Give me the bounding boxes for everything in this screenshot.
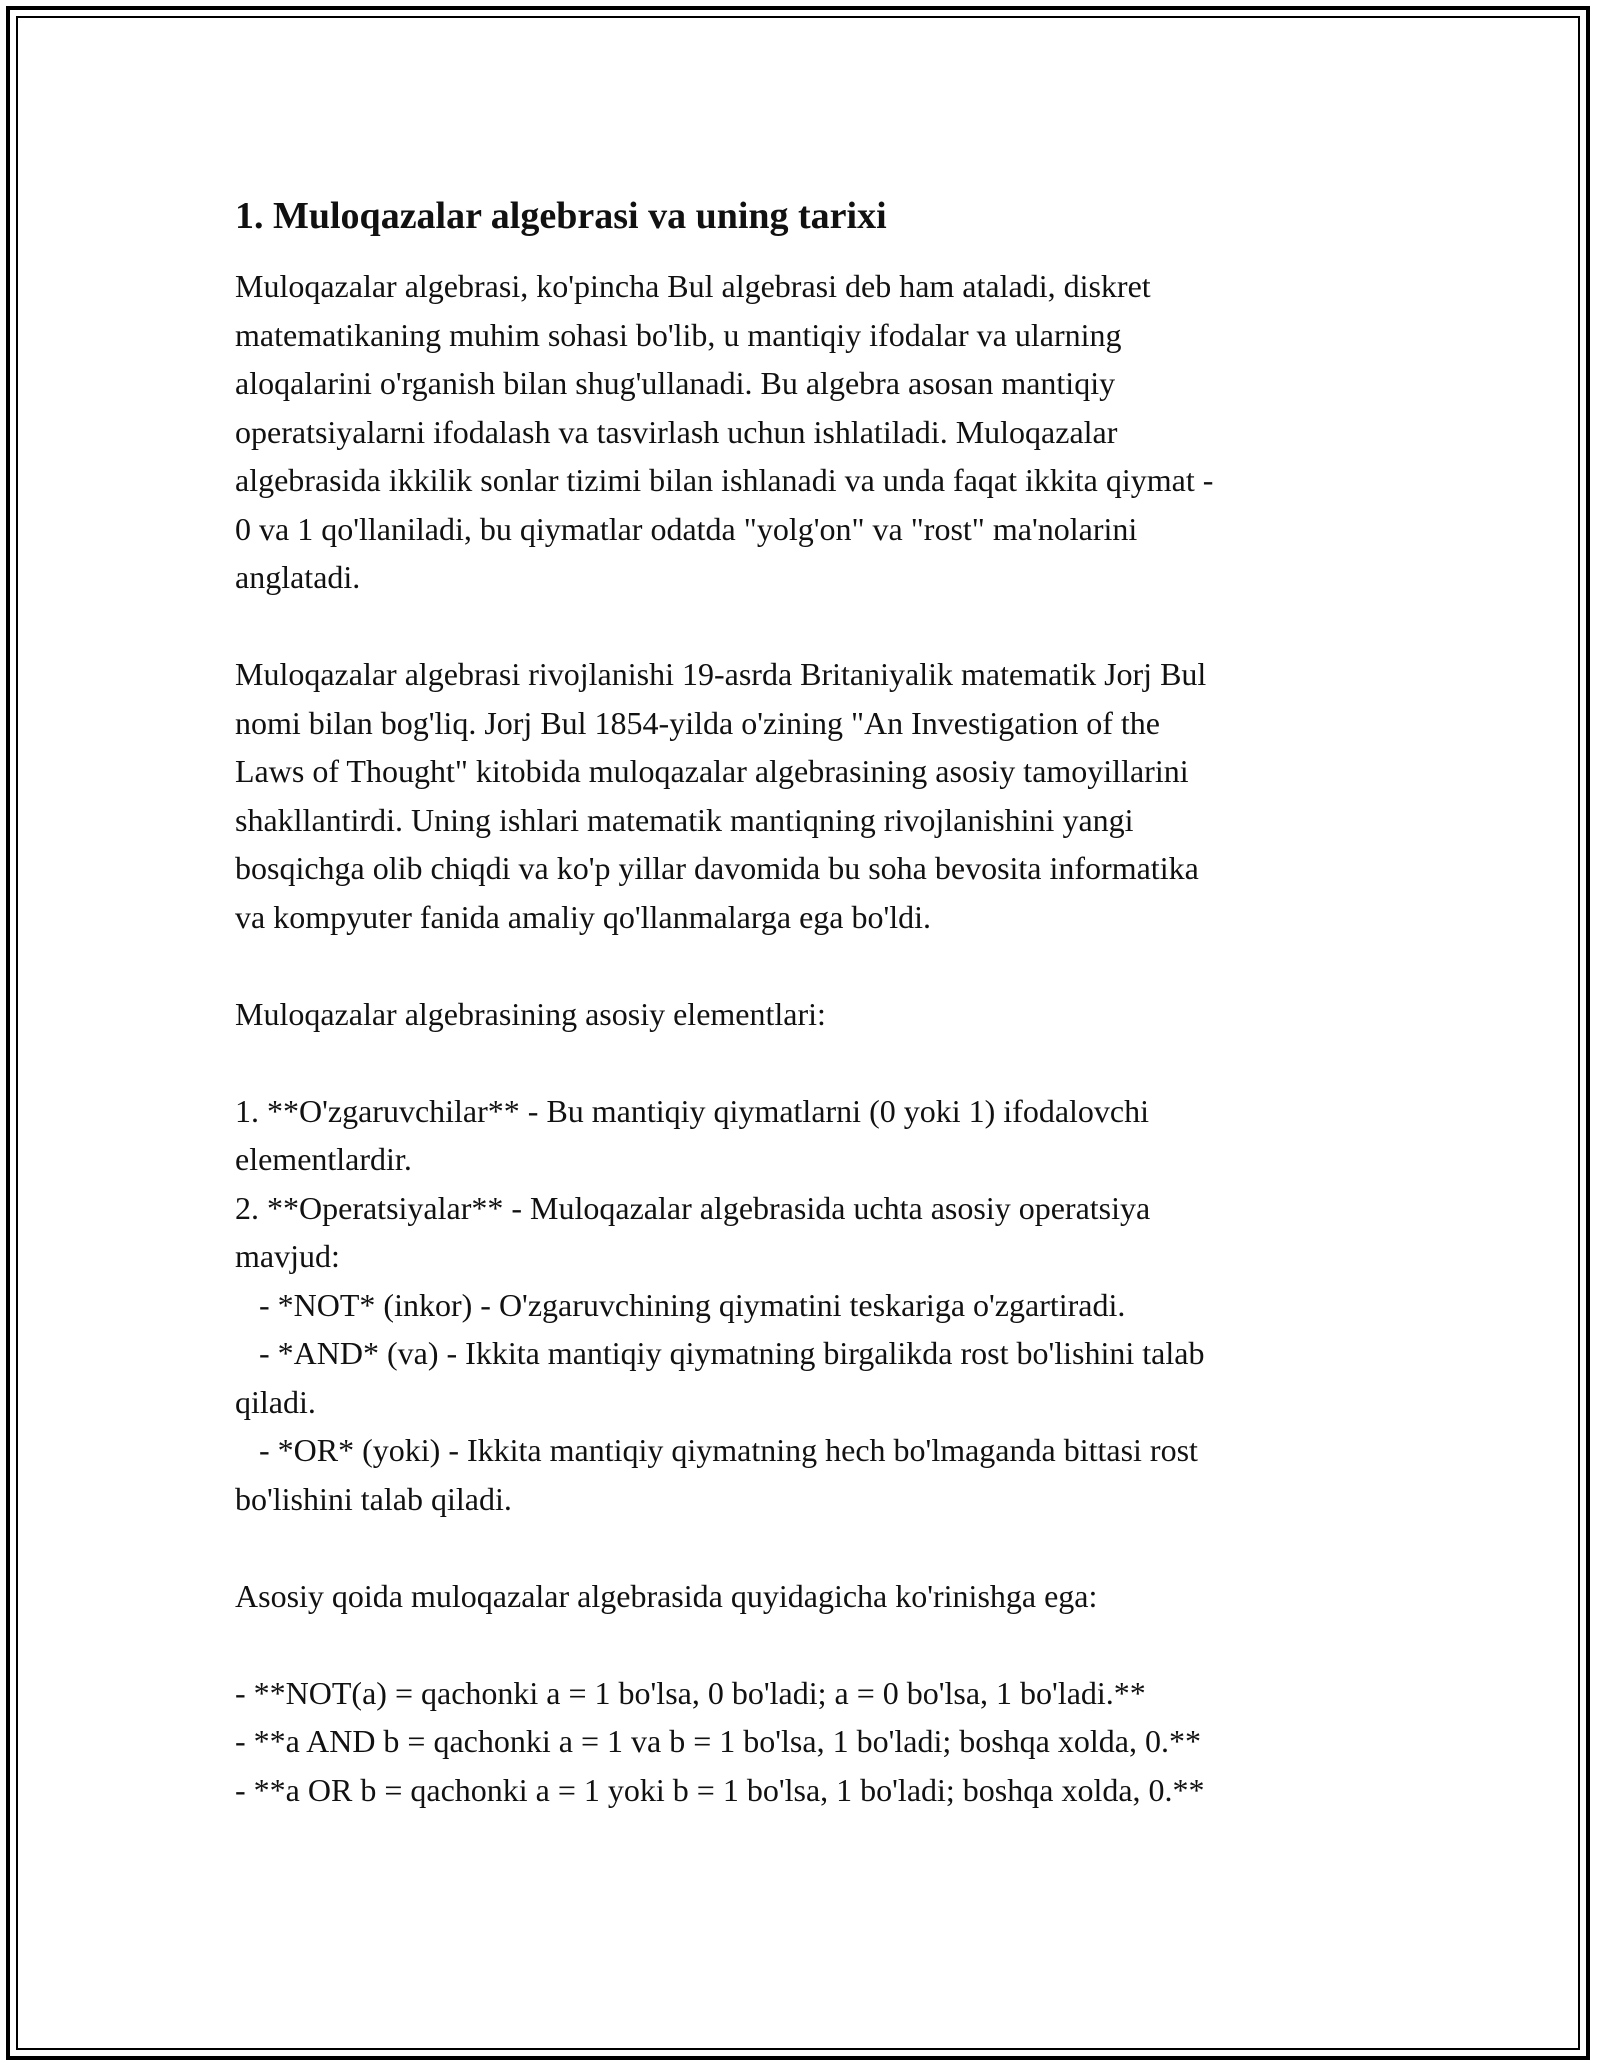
paragraph-spacer [235,941,1375,990]
intro-paragraph: Muloqazalar algebrasi, ko'pincha Bul algebrasi deb ham ataladi, diskret matematikaning muhim sohasi bo'lib, u mantiqiy ifodalar va ularning aloqalarini o'rganish bilan shug'ullanadi. Bu algebra asosan mantiqiy operatsiyalarni ifodalash va tasvirlash uchun ishlatiladi. Muloqazalar algebrasida ikkilik sonlar tizimi bilan ishlanadi va unda faqat ikkita qiymat - 0 va 1 qo'llaniladi, bu qiymatlar odatda "yolg'on" va "rost" ma'nolarini anglatadi. [235,268,1214,595]
paragraph-spacer [235,1620,1375,1669]
paragraph-spacer [235,602,1375,651]
rule-line: - **a OR b = qachonki a = 1 yoki b = 1 bo'lsa, 1 bo'ladi; boshqa xolda, 0.** [235,1771,1205,1808]
history-paragraph: Muloqazalar algebrasi rivojlanishi 19-asrda Britaniyalik matematik Jorj Bul nomi bilan bog'liq. Jorj Bul 1854-yilda o'zining "An Investigation of the Laws of Thought" kitobida muloqazalar algebrasining asosiy tamoyillarini shakllantirdi. Uning ishlari matematik mantiqning rivojlanishini yangi bosqichga olib chiqdi va ko'p yillar davomida bu soha bevosita informatika va kompyuter fanida amaliy qo'llanmalarga ega bo'ldi. [235,656,1207,935]
list-item: 1. **O'zgaruvchilar** - Bu mantiqiy qiymatlarni (0 yoki 1) ifodalovchi elementlardir. [235,1092,1149,1177]
rules-list [235,1669,1375,1815]
elements-list [235,1087,1375,1524]
list-item: 2. **Operatsiyalar** - Muloqazalar algebrasida uchta asosiy operatsiya mavjud: [235,1189,1151,1274]
paragraph-spacer [235,1523,1375,1572]
document-body [235,180,1375,1814]
paragraph-spacer [235,1038,1375,1087]
elements-intro: Muloqazalar algebrasining asosiy elementlari: [235,995,826,1032]
rule-line: - **NOT(a) = qachonki a = 1 bo'lsa, 0 bo'ladi; a = 0 bo'lsa, 1 bo'ladi.** [235,1674,1146,1711]
list-item: - *OR* (yoki) - Ikkita mantiqiy qiymatning hech bo'lmaganda bittasi rost bo'lishini talab qiladi. [235,1432,1198,1517]
document-title: 1. Muloqazalar algebrasi va uning tarixi [235,195,887,237]
list-item: - *NOT* (inkor) - O'zgaruvchining qiymatini teskariga o'zgartiradi. [235,1286,1126,1323]
rule-intro: Asosiy qoida muloqazalar algebrasida quyidagicha ko'rinishga ega: [235,1577,1098,1614]
rule-line: - **a AND b = qachonki a = 1 va b = 1 bo'lsa, 1 bo'ladi; boshqa xolda, 0.** [235,1723,1201,1759]
list-item: - *AND* (va) - Ikkita mantiqiy qiymatning birgalikda rost bo'lishini talab qiladi. [235,1335,1205,1420]
